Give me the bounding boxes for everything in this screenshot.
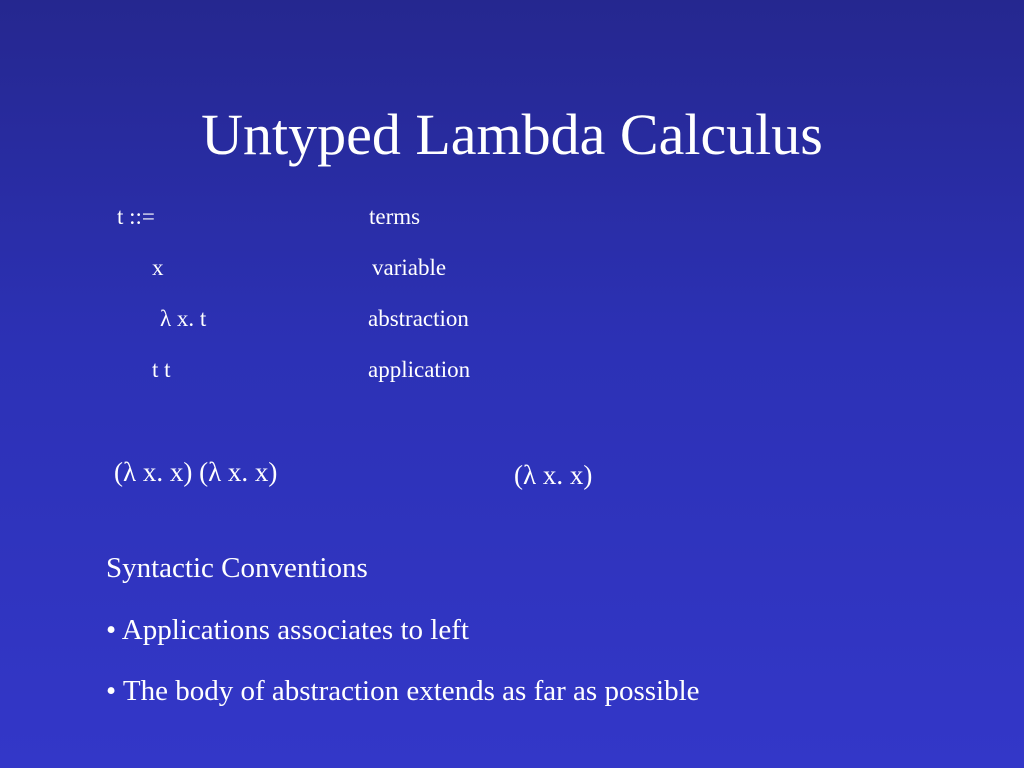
example-expression-right: (λ x. x) — [514, 460, 593, 490]
grammar-desc-terms: terms — [369, 204, 421, 229]
convention-item: • Applications associates to left — [106, 614, 469, 646]
grammar-term-variable: x — [152, 255, 164, 280]
convention-item: • The body of abstraction extends as far as possible — [106, 675, 700, 707]
grammar-desc-variable: variable — [372, 255, 447, 280]
slide-title: Untyped Lambda Calculus — [201, 102, 823, 167]
conventions-heading: Syntactic Conventions — [106, 552, 368, 584]
grammar-desc-application: application — [368, 357, 471, 382]
grammar-term-abstraction: λ x. t — [160, 306, 207, 331]
grammar-term-terms: t ::= — [117, 204, 155, 229]
example-expression-left: (λ x. x) (λ x. x) — [114, 457, 278, 487]
grammar-desc-abstraction: abstraction — [368, 306, 469, 331]
grammar-term-application: t t — [152, 357, 171, 382]
